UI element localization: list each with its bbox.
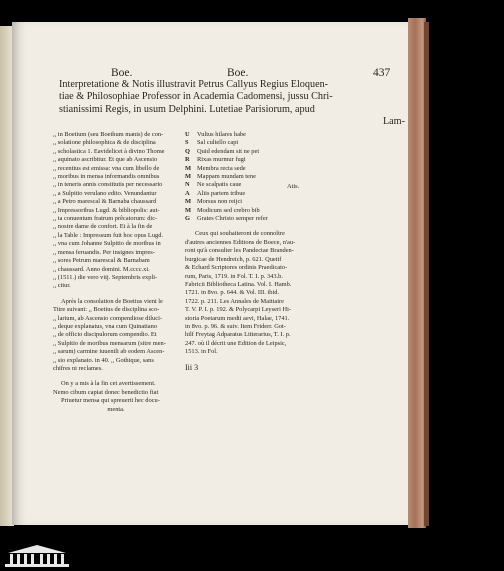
text-line: ,, mensa feruandis. Per insignes impres-	[53, 248, 155, 256]
verse-line	[185, 131, 335, 139]
text-line: ,, Impressoribus Lugd. & bibliopolis: aut-	[53, 206, 160, 214]
verse-text: Quid edendam sit ne pet	[197, 147, 260, 155]
viewer-footer	[0, 539, 504, 571]
verse-initial: M	[185, 206, 192, 214]
verse-initial: M	[185, 173, 192, 181]
text-line: ,, sarum) carmine iuuenili ab eodem Ascen-	[53, 348, 165, 356]
right-column	[185, 131, 335, 372]
verse-initial: A	[185, 189, 190, 197]
verse-initial: N	[185, 181, 190, 189]
warning-block	[53, 380, 179, 414]
verse-initial: M	[185, 198, 192, 206]
text-line: ,, sio explanato. in 40. ,, Gothique, sans	[53, 356, 154, 364]
text-line: Ceux qui souhaiteront de connoître	[195, 230, 285, 238]
verse-line	[185, 148, 335, 156]
text-line: ,, de officio discipulorum compendio. Et	[53, 331, 157, 339]
book-cover-edge	[424, 22, 429, 526]
text-line: d'autres anciennes Editions de Boece, n'au-	[185, 238, 296, 246]
verse-initial: S	[185, 139, 189, 147]
editions-paragraph	[185, 230, 335, 356]
text-line: chifres ni reclames.	[53, 364, 103, 372]
page-number: 437	[373, 67, 391, 79]
verse-list	[185, 131, 335, 223]
text-line: ,, Sulpitio de moribus mensarum (sitre men-	[53, 339, 166, 347]
text-line: in 8vo. p. 96. & suiv. Item Friderr. Got-	[185, 322, 286, 330]
verse-initial: Q	[185, 147, 190, 155]
verse-initial: R	[185, 156, 190, 164]
text-line: ,, in teneris annis constitutis per necessario	[53, 181, 163, 189]
text-line: ,, sores Petrum marescal & Barnabam	[53, 257, 150, 265]
verse-line	[185, 156, 335, 164]
text-line: ,, vna cum Johanne Sulpitio de moribus in	[53, 240, 161, 248]
verse-line	[185, 173, 335, 181]
text-line: storia Poetarum medii aevi, Halae, 1741.	[185, 314, 290, 322]
verse-text: Membra recta sede	[197, 164, 246, 172]
verse-line	[185, 139, 335, 147]
text-line: ,, moribus in mensa informandis omnibus	[53, 173, 160, 181]
text-line: burgicae de Hendreich, p. 621. Quetif	[185, 255, 282, 263]
verse-text: Mappam mundam tene	[197, 173, 256, 181]
verse-text: Rixas murmur fugi	[197, 156, 246, 164]
text-line: ,, la Table : Impressum fuit hoc opus Lugd.	[53, 231, 164, 239]
text-line: 1722. p. 211. Les Annales de Maittaire	[185, 297, 284, 305]
text-line: 1721. in 8vo. p. 644. & Vol. III. ibid.	[185, 289, 280, 297]
verse-line	[185, 190, 335, 198]
quotation-block	[53, 131, 179, 291]
text-line: Fabricii Bibliotheca Latina. Vol. I. Hamb.	[185, 280, 292, 288]
text-line: ,, (1511.) die vero viij. Septembris expli-	[53, 273, 158, 281]
verse-line	[185, 207, 335, 215]
text-line: ,, in Boetium (seu Boethum manis) de con-	[53, 131, 164, 138]
text-line: ,, a Sulpitio verulano edito. Venundantur	[53, 189, 157, 197]
text-line: ,, a Petro marescal & Barnaba chaussard	[53, 198, 157, 206]
text-line: rum, Paris, 1719. in Fol. T. I. p. 343.b.	[185, 272, 283, 280]
title-line: Lam-	[382, 116, 405, 128]
text-line: 247. où il décrit une Edition de Leipsic,	[185, 339, 287, 347]
title-line: stianissimi Regis, in usum Delphini. Lutetiae Parisiorum, apud	[59, 103, 315, 115]
text-line: ,, nostre dame de confort. Et à la fin de	[53, 223, 153, 231]
running-head-center: Boe.	[227, 67, 249, 79]
text-line: On y a mis à la fin cet avertissement.	[61, 380, 156, 388]
text-line: menta.	[107, 405, 125, 413]
text-line: T. V. P. I. p. 192. & Polycarpi Leyseri Hi-	[185, 306, 291, 314]
text-line: Priuetur mensa qui spreuerit hec docu-	[61, 397, 160, 405]
verse-text: Modicum sed crebro bib	[197, 206, 260, 214]
verse-text: Grates Christo semper refer	[197, 215, 268, 223]
verse-text: Morsus non reijci	[197, 198, 243, 206]
text-line: ,, scholastica 1. Eavidelicet à divino Thome	[53, 147, 165, 155]
verse-line	[185, 181, 335, 189]
verse-text: Ne scalpatis caue	[197, 181, 242, 189]
verse-text: Sal cultello capi	[197, 139, 239, 147]
text-line: 1513. in Fol.	[185, 348, 218, 356]
text-line: ,, recentius est emissa: vna cum libello de	[53, 164, 160, 172]
verse-side-note: Atis.	[287, 183, 300, 190]
title-line: Interpretatione & Notis illustravit Petrus Callyus Regius Eloquen-	[59, 79, 329, 90]
verse-line	[185, 165, 335, 173]
verse-text: Aliis partem tribue	[197, 189, 246, 197]
verse-initial: M	[185, 164, 192, 172]
text-line: Après la consolation de Boetius vient le	[61, 297, 163, 305]
verse-line	[185, 215, 335, 223]
verse-initial: G	[185, 215, 190, 223]
title-description-block	[53, 298, 179, 374]
title-line: tiae & Philosophiae Professor in Academia Cadomensi, jussu Chri-	[59, 91, 333, 103]
signature-mark: Iii 3	[185, 362, 199, 372]
verse-text: Vultus hilares habe	[197, 131, 246, 138]
text-line: Titre suivant: ,, Boetius de disciplina sco-	[53, 306, 160, 314]
text-line: hilf Freytag Adparatus Litterarius, T. I. p.	[185, 331, 291, 339]
text-line: ,, ta conuentum fratrum prêcatorum: dic-	[53, 215, 158, 223]
running-head-left: Boe.	[111, 67, 133, 79]
library-building-icon	[4, 544, 70, 568]
text-line: ,, deque explanatus, vna cum Quinatiano	[53, 322, 157, 330]
text-line: ,, aquinato ascribitur. Et que ab Ascensio	[53, 156, 158, 164]
text-line: ,, citur.	[53, 282, 71, 290]
text-line: Nemo cibum capiat donec benedictio fiat	[53, 388, 159, 396]
text-line: ,, larium, ab Ascensio compendiose dilucī-	[53, 314, 162, 322]
verse-line	[185, 198, 335, 206]
text-line: ,, solatione philosophica & de disciplina	[53, 139, 156, 147]
verse-initial: U	[185, 131, 190, 138]
text-line: & Echard Scriptores ordinis Praedicato-	[185, 264, 288, 272]
title-text	[59, 79, 405, 129]
text-line: ront qu'à consulter les Pandectae Branden-	[185, 247, 294, 255]
left-column	[53, 131, 179, 414]
text-line: ,, chaussard. Anno domini. M.cccc.xi.	[53, 265, 150, 273]
